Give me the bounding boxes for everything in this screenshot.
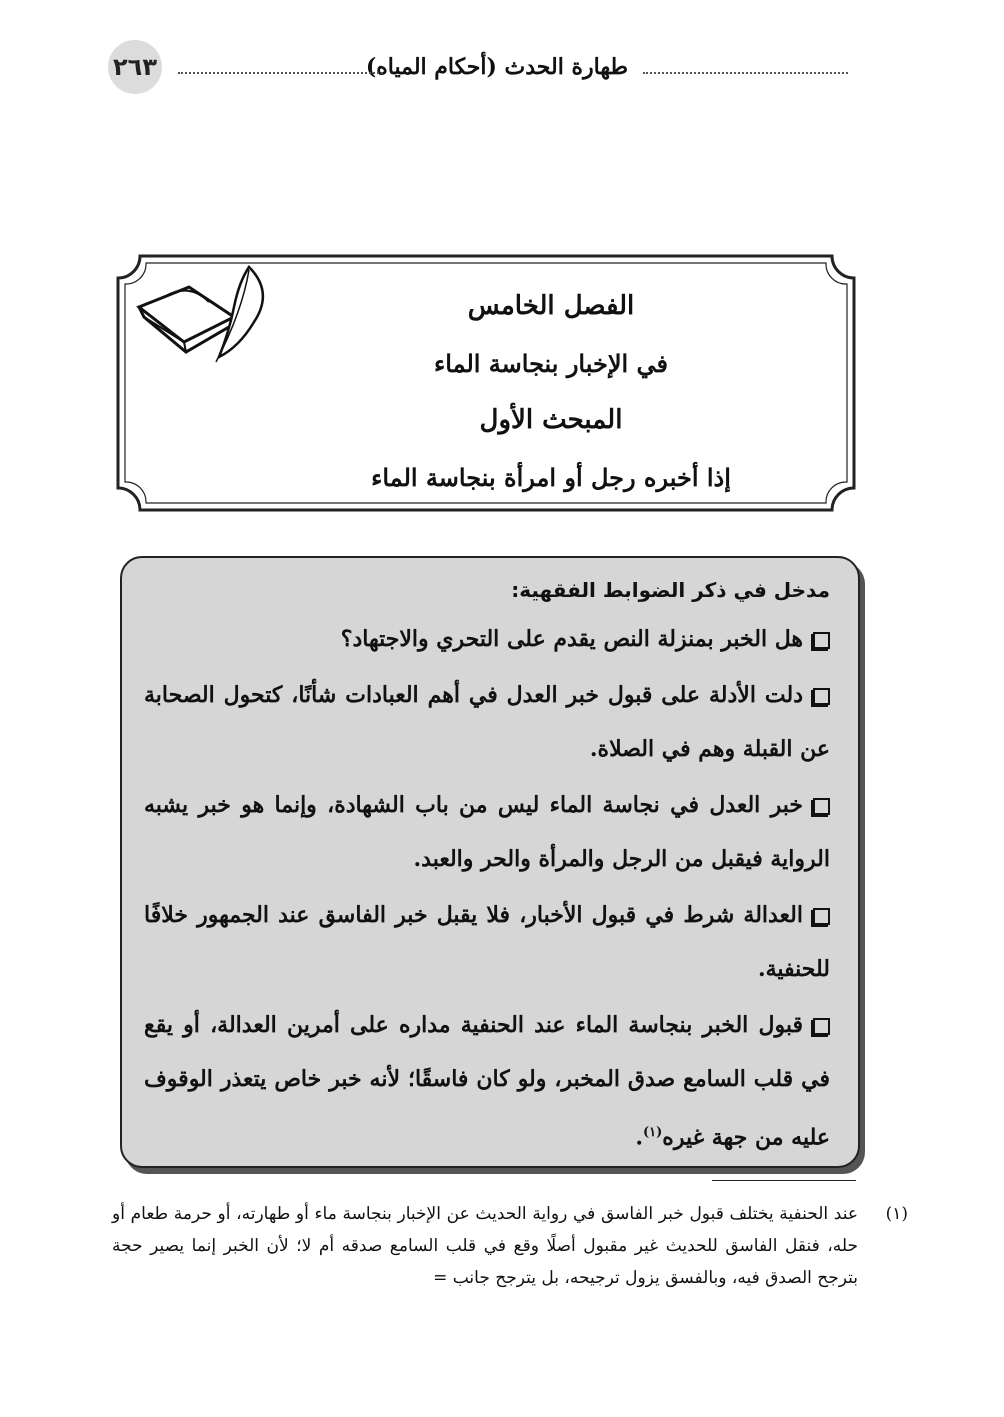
section-title: المبحث الأول [479, 405, 623, 435]
rules-heading: مدخل في ذكر الضوابط الفقهية: [511, 578, 830, 602]
footnote-number: (١) [885, 1204, 908, 1224]
checkbox-bullet-icon [813, 908, 830, 925]
page-header [108, 40, 848, 96]
chapter-subtitle: في الإخبار بنجاسة الماء [433, 349, 669, 378]
footnote-continuation-mark: = [433, 1268, 448, 1288]
rule-item: العدالة شرط في قبول الأخبار، فلا يقبل خبر الفاسق عند الجمهور خلافًا للحنفية. [144, 902, 830, 982]
header-dotted-rule-left [178, 72, 383, 74]
footnote-marker[interactable]: (١) [643, 1125, 663, 1140]
checkbox-bullet-icon [813, 1018, 830, 1035]
section-topic: إذا أخبره رجل أو امرأة بنجاسة الماء [371, 463, 731, 492]
footnote-text: عند الحنفية يختلف قبول خبر الفاسق في رواية الحديث عن الإخبار بنجاسة ماء أو طهارته، أو حرمة طعام أو حله، فنقل الفاسق للحديث غير مقبول أصلًا وقع في قلب السامع صدقه أم لا؛ لأن الخبر إنما يصير حجة بترجح الصدق فيه، وبالفسق يزول ترجيحه، بل يترجح جانب [112, 1204, 858, 1288]
chapter-title: الفصل الخامس [467, 291, 635, 321]
chapter-headings [276, 278, 826, 506]
rules-panel [120, 556, 860, 1168]
checkbox-bullet-icon [813, 798, 830, 815]
book-and-quill-icon [134, 262, 274, 372]
checkbox-bullet-icon [813, 632, 830, 649]
page-number: ٢٦٣ [108, 40, 162, 94]
rule-item: دلت الأدلة على قبول خبر العدل في أهم العبادات شأنًا، كتحول الصحابة عن القبلة وهم في الصلاة. [144, 682, 830, 762]
header-dotted-rule-right [643, 72, 848, 74]
rule-item: هل الخبر بمنزلة النص يقدم على التحري والاجتهاد؟ [144, 612, 830, 666]
rule-item: خبر العدل في نجاسة الماء ليس من باب الشهادة، وإنما هو خبر يشبه الرواية فيقبل من الرجل والمرأة والحر والعبد. [144, 792, 830, 872]
footnote [112, 1198, 908, 1294]
checkbox-bullet-icon [813, 688, 830, 705]
rule-item: قبول الخبر بنجاسة الماء عند الحنفية مداره على أمرين العدالة، أو يقع في قلب السامع صدق المخبر، ولو كان فاسقًا؛ لأنه خبر خاص يتعذر الوقوف عليه من جهة غيره$^{(١)}$. [144, 1012, 830, 1151]
footnote-separator [712, 1180, 856, 1181]
running-title: طهارة الحدث (أحكام المياه) [365, 54, 628, 80]
chapter-title-frame [116, 252, 856, 514]
